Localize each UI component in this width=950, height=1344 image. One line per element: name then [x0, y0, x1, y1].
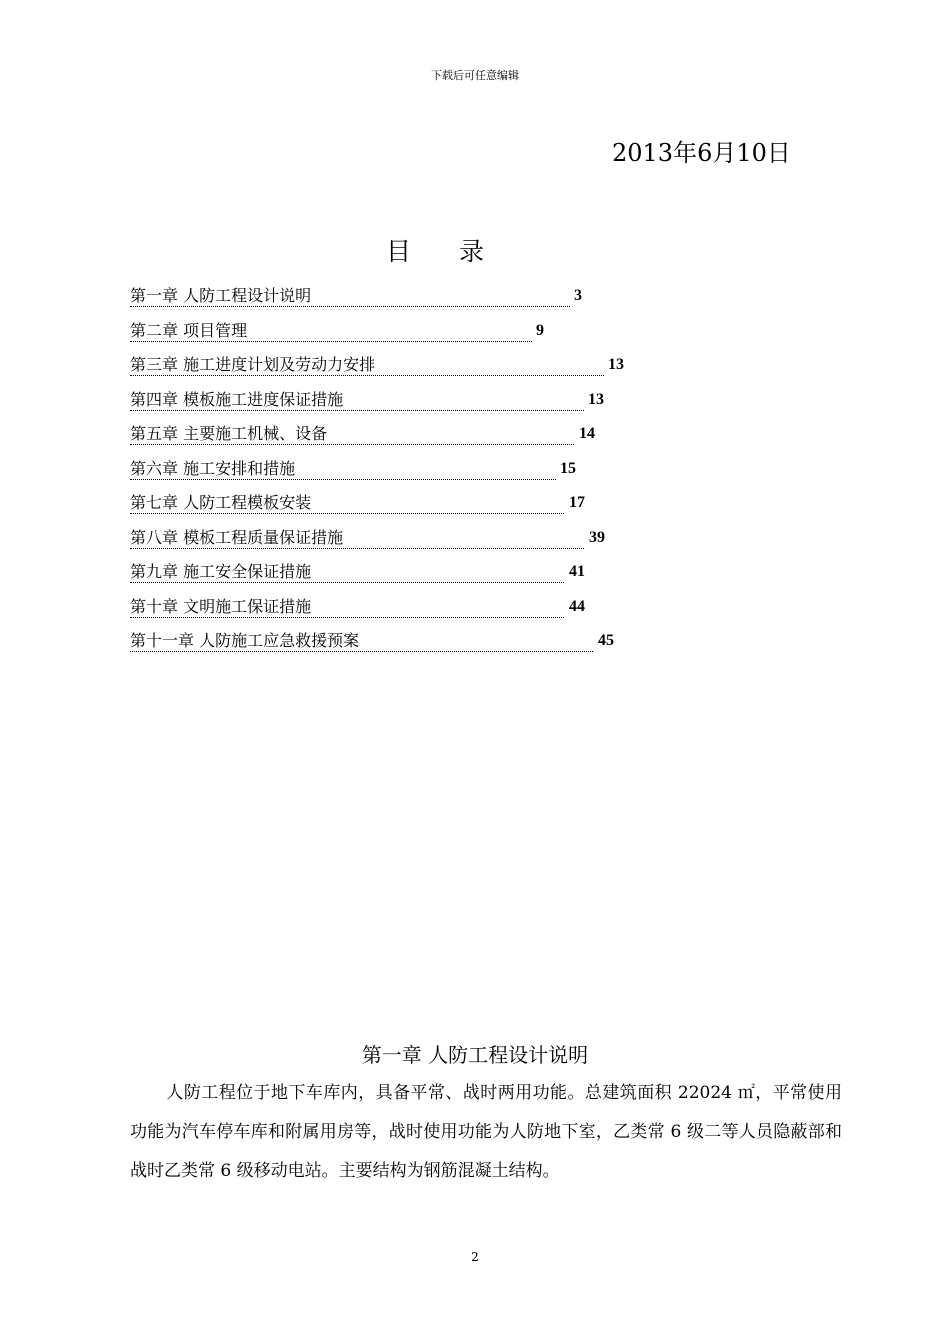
- toc-entry-page: 39: [589, 528, 605, 546]
- toc-entry[interactable]: [130, 424, 690, 459]
- toc-entry-page: 41: [569, 563, 585, 580]
- toc-entry[interactable]: [130, 493, 690, 528]
- body-paragraph: [130, 1074, 842, 1191]
- toc-entry-link[interactable]: 第一章 人防工程设计说明: [130, 286, 570, 307]
- page-number: 2: [471, 1250, 479, 1264]
- chapter-heading: 第一章 人防工程设计说明: [361, 1043, 589, 1067]
- toc-entry-link[interactable]: 第十一章 人防施工应急救援预案: [130, 631, 593, 652]
- toc-entry[interactable]: [130, 355, 690, 390]
- document-date: 2013年6月10日: [612, 139, 791, 167]
- toc-entry-page: 9: [536, 321, 544, 339]
- toc-entry-page: 44: [569, 597, 585, 615]
- toc-entry-page: 13: [588, 390, 604, 408]
- toc-entry-page: 13: [608, 356, 624, 373]
- toc-entry[interactable]: [130, 528, 690, 563]
- toc-entry-link[interactable]: 第六章 施工安排和措施: [130, 459, 556, 480]
- toc-entry-link[interactable]: 第九章 施工安全保证措施: [130, 562, 564, 583]
- table-of-contents: [130, 286, 690, 666]
- toc-entry[interactable]: [130, 597, 690, 632]
- toc-entry[interactable]: [130, 286, 690, 321]
- toc-entry-link[interactable]: 第十章 文明施工保证措施: [130, 597, 564, 618]
- toc-entry-page: 14: [579, 425, 595, 442]
- toc-entry-link[interactable]: 第二章 项目管理: [130, 321, 532, 342]
- page-header: 下载后可任意编辑: [431, 69, 519, 82]
- toc-entry-page: 45: [598, 632, 614, 649]
- toc-entry[interactable]: [130, 562, 690, 597]
- toc-entry-link[interactable]: 第七章 人防工程模板安装: [130, 493, 564, 514]
- toc-entry[interactable]: [130, 321, 690, 356]
- toc-entry-link[interactable]: 第八章 模板工程质量保证措施: [130, 528, 584, 549]
- toc-entry-link[interactable]: 第五章 主要施工机械、设备: [130, 424, 574, 445]
- toc-title-right: 录: [459, 237, 485, 266]
- toc-entry-page: 3: [574, 287, 582, 304]
- toc-entry[interactable]: [130, 631, 690, 666]
- toc-entry[interactable]: [130, 459, 690, 494]
- toc-title: [386, 232, 484, 268]
- toc-entry-link[interactable]: 第四章 模板施工进度保证措施: [130, 390, 584, 411]
- body-paragraph-text: 人防工程位于地下车库内，具备平常、战时两用功能。总建筑面积 22024 ㎡，平常使用功能为汽车停车库和附属用房等，战时使用功能为人防地下室，乙类常 6 级二等人员隐蔽部和战时乙类常 6 级移动电站。主要结构为钢筋混凝土结构。: [130, 1083, 842, 1181]
- toc-entry-page: 15: [560, 459, 576, 477]
- toc-entry[interactable]: [130, 390, 690, 425]
- toc-entry-link[interactable]: 第三章 施工进度计划及劳动力安排: [130, 355, 604, 376]
- toc-entry-page: 17: [569, 494, 585, 511]
- toc-title-left: 目: [386, 237, 412, 266]
